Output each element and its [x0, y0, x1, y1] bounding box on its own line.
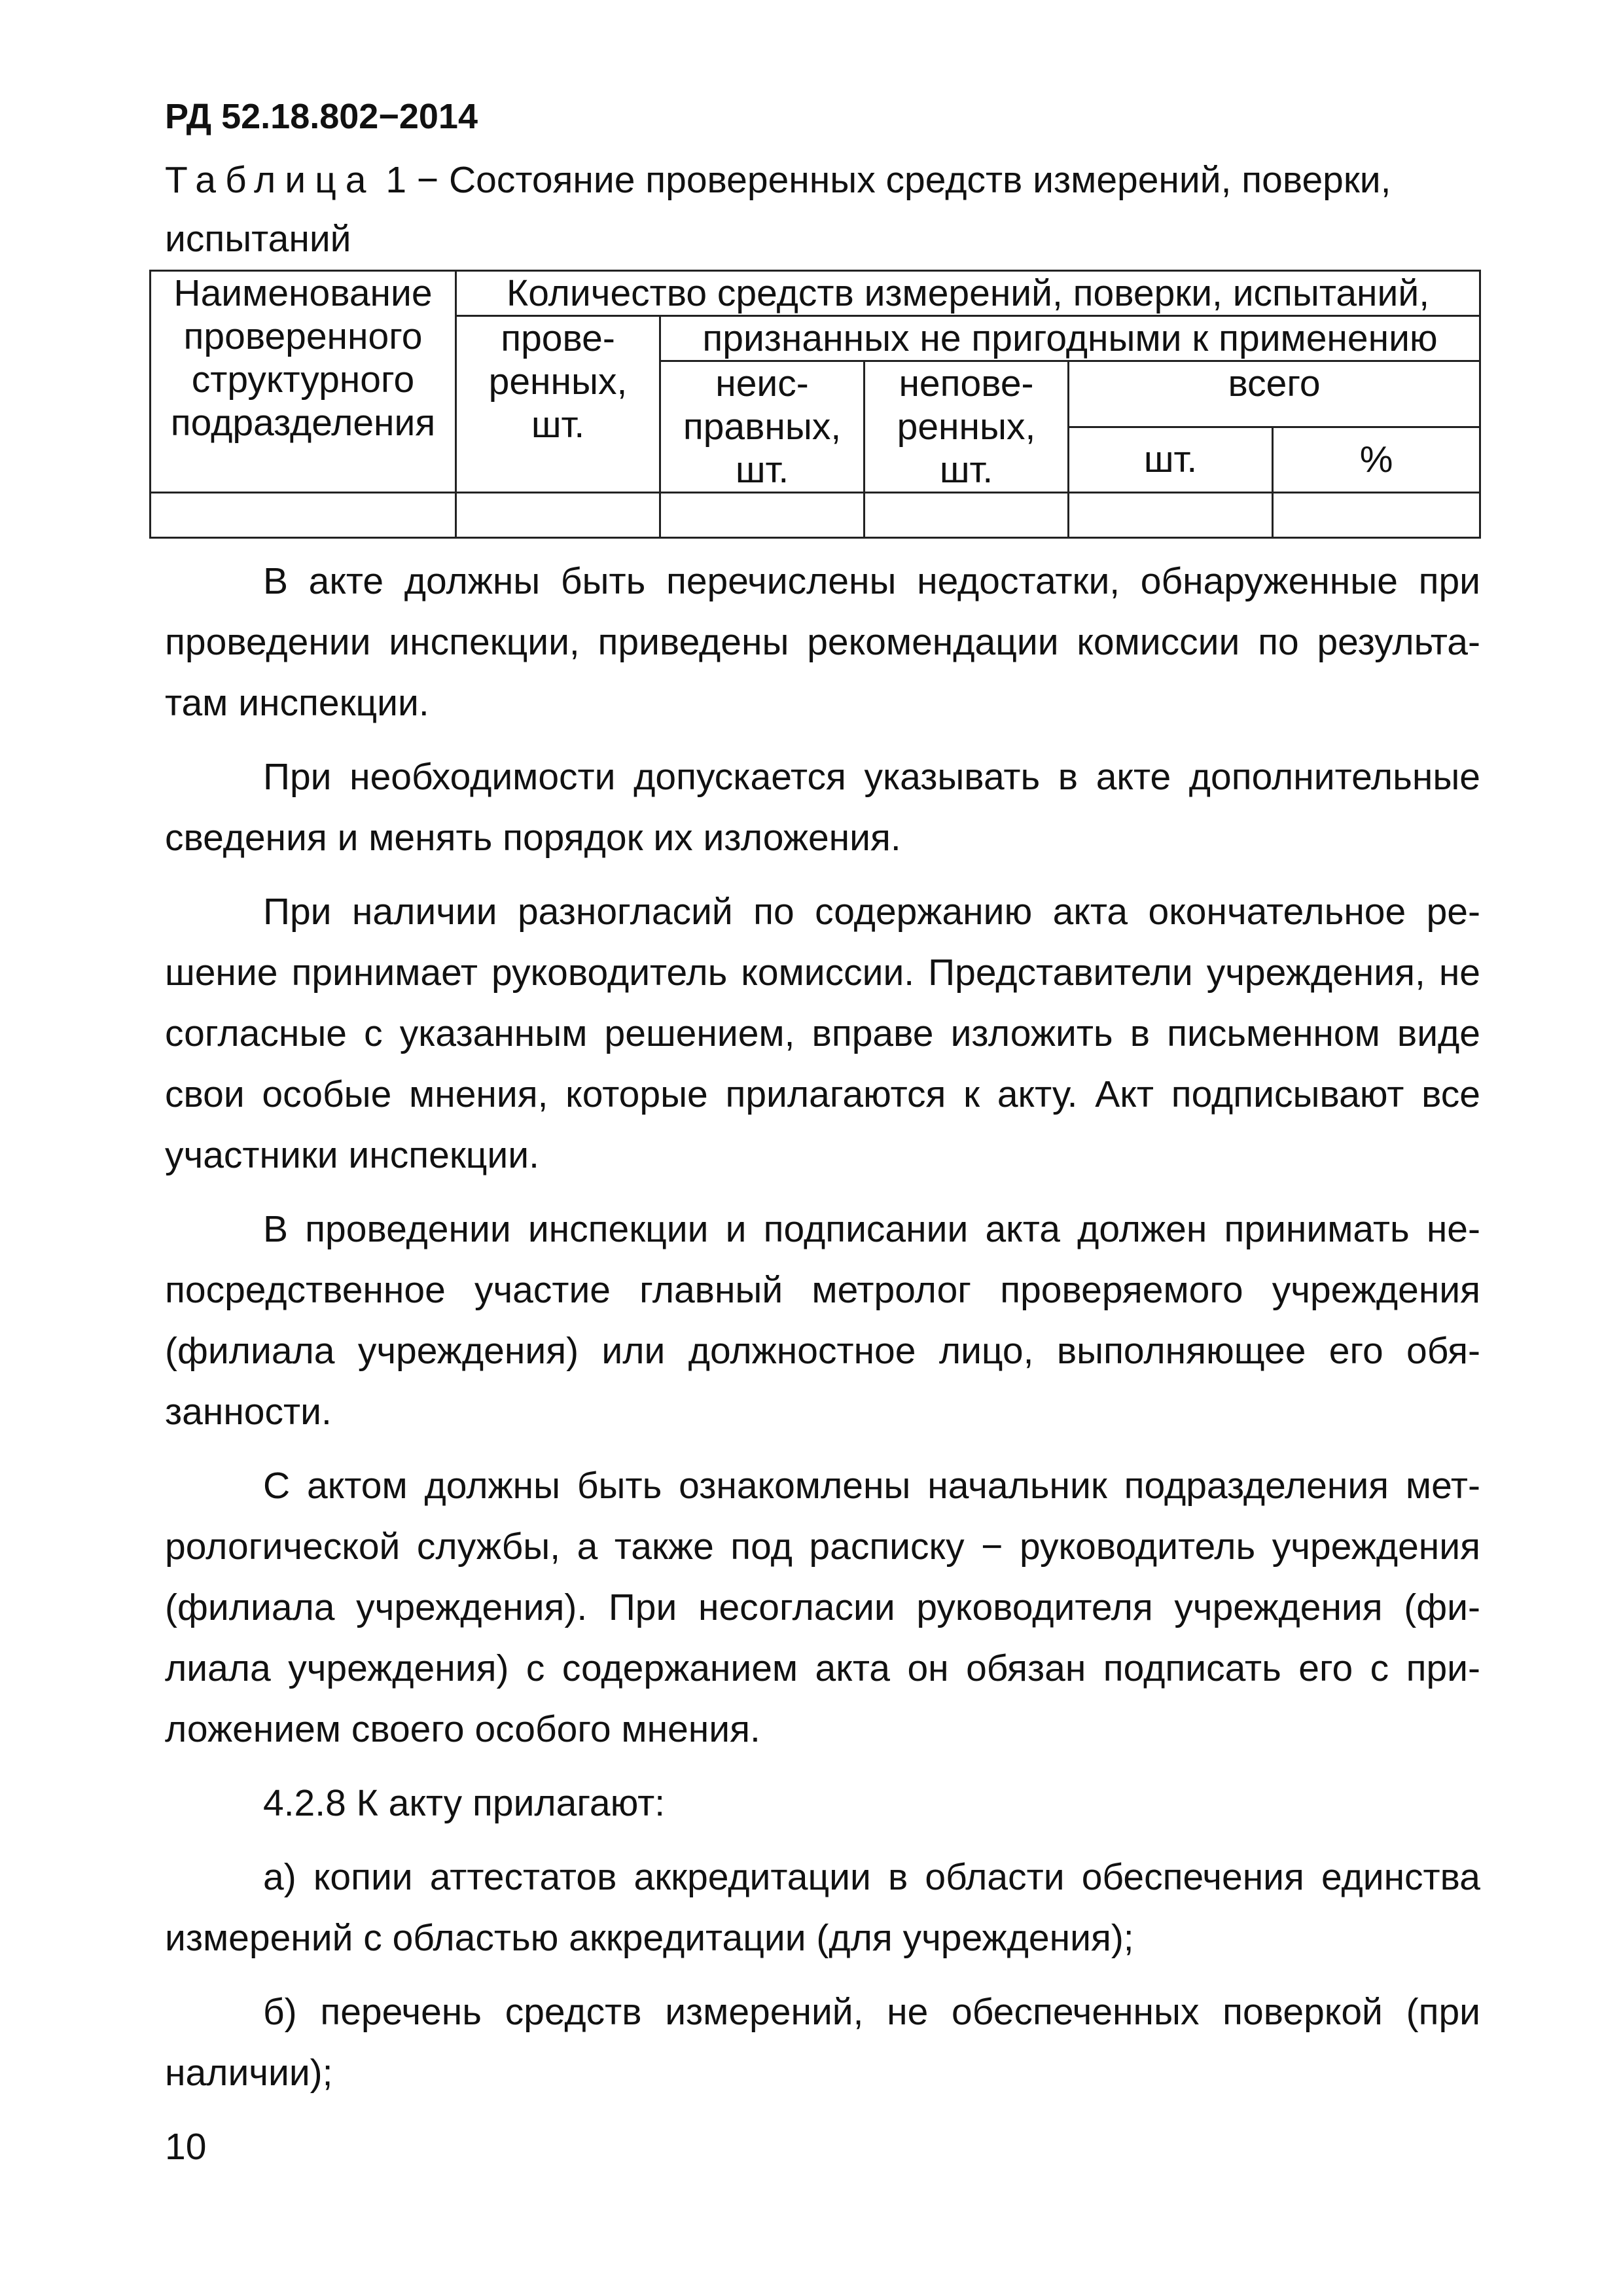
- paragraph: а) копии аттестатов аккредитации в области обеспечения единства измерений с областью аккредитации (для учреждения);: [165, 1856, 1480, 1959]
- table-row: [151, 493, 1480, 538]
- body-text: [165, 551, 1480, 2117]
- table-cell: [1273, 493, 1480, 538]
- table-caption-dash: −: [406, 159, 450, 201]
- table-caption-number: 1: [375, 159, 407, 201]
- header-total-pcs: шт.: [1069, 427, 1273, 493]
- header-name-column: Наименование проверенного структурного подразделения: [151, 271, 456, 493]
- table-cell: [456, 493, 660, 538]
- table-caption-label: Таблица: [165, 159, 376, 201]
- document-code: РД 52.18.802−2014: [165, 97, 478, 136]
- header-total: всего: [1069, 361, 1480, 427]
- paragraph: б) перечень средств измерений, не обеспеченных поверкой (при наличии);: [165, 1991, 1480, 2094]
- paragraph: В акте должны быть перечислены недостатки, обнаруженные при проведении инспекции, приведены рекомендации комиссии по результатам инспекции.: [165, 560, 1480, 724]
- table-caption-text: Состояние проверенных средств измерений, поверки, испытаний: [165, 159, 1391, 260]
- table-caption: [165, 151, 1487, 268]
- header-unfit: признанных не пригодными к применению: [660, 316, 1480, 361]
- table-cell: [660, 493, 865, 538]
- header-unverified: неповеренных, шт.: [865, 361, 1069, 493]
- status-table: [149, 270, 1481, 539]
- table-cell: [865, 493, 1069, 538]
- header-faulty: неисправных, шт.: [660, 361, 865, 493]
- table-cell: [151, 493, 456, 538]
- header-quantity: Количество средств измерений, поверки, испытаний,: [456, 271, 1480, 316]
- header-total-percent: %: [1273, 427, 1480, 493]
- table-header-row: [151, 271, 1480, 316]
- paragraph: С актом должны быть ознакомлены начальник подразделения метрологической службы, а также под расписку − руководитель учреждения (филиала учреждения). При несогласии руководителя учреждения (филиала учреждения) с содержанием акта он обязан подписать его с приложением своего особого мнения.: [165, 1465, 1480, 1750]
- paragraph: При необходимости допускается указывать в акте дополнительные сведения и менять порядок их изложения.: [165, 756, 1480, 859]
- paragraph: В проведении инспекции и подписании акта должен принимать непосредственное участие главный метролог проверяемого учреждения (филиала учреждения) или должностное лицо, выполняющее его обязанности.: [165, 1208, 1480, 1433]
- page-number: 10: [165, 2126, 207, 2168]
- header-checked: проверенных, шт.: [456, 316, 660, 493]
- paragraph: 4.2.8 К акту прилагают:: [263, 1782, 666, 1824]
- table-cell: [1069, 493, 1273, 538]
- paragraph: При наличии разногласий по содержанию акта окончательное решение принимает руководитель комиссии. Представители учреждения, не согласные с указанным решением, вправе изложить в письменном виде свои особые мнения, которые прилагаются к акту. Акт подписывают все участники инспекции.: [165, 891, 1480, 1176]
